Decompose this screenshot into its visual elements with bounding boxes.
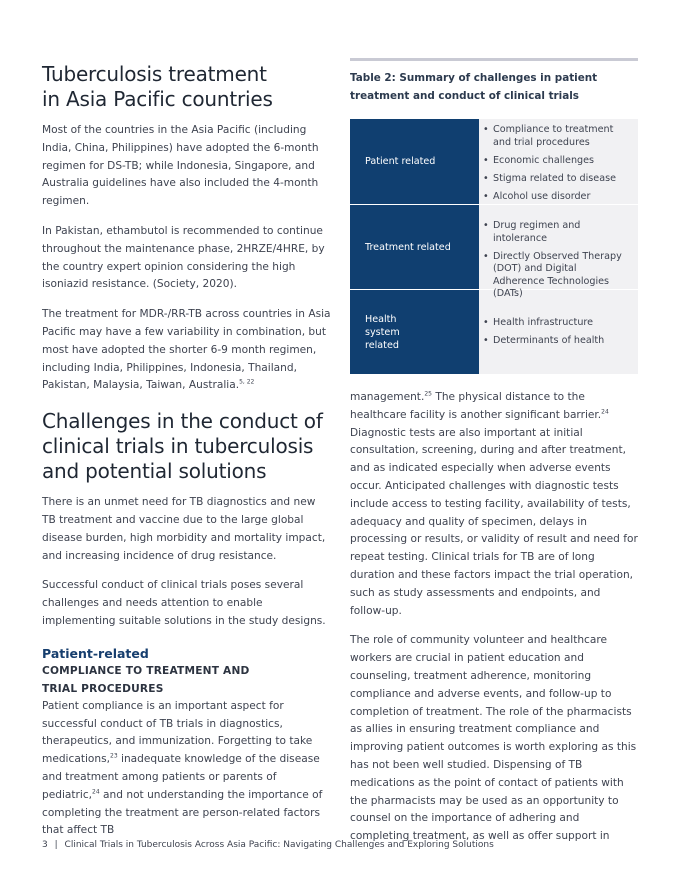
left-column: [42, 62, 332, 840]
page-footer: [42, 840, 494, 850]
table-items: [479, 205, 638, 300]
paragraph-text: The physical distance to the healthcare facility is another significant barrier.: [350, 391, 602, 421]
table-item: • Stigma related to disease: [483, 173, 630, 186]
page-number: 3: [42, 840, 48, 850]
table-item: • Drug regimen and intolerance: [483, 220, 630, 245]
caps-line: COMPLIANCE TO TREATMENT AND: [42, 664, 250, 677]
section-heading-challenges: [42, 409, 332, 484]
table-title: Table 2: Summary of challenges in patient treatment and conduct of clinical trials: [350, 72, 598, 102]
paragraph: The role of community volunteer and healthcare workers are crucial in patient education and counseling, treatment adherence, monitoring compliance and adverse events, and follow-up to completion of treatment. The role of the pharmacists as allies in ensuring treatment compliance and improving patient outcomes is worth exploring as this has not been well studied. Dispensing of TB medications as the point of contact of patients with the pharmacists may be used as an opportunity to counsel on the importance of adhering and completing treatment, as well as offer support in: [350, 634, 637, 843]
heading-line: Tuberculosis treatment: [42, 62, 267, 86]
paragraph-text: Diagnostic tests are also important at initial consultation, screening, during and after treatment, and as indicated especially when adverse events occur. Anticipated challenges with diagnostic tests include access to testing facility, availability of tests, adequacy and quality of specimen, delays in processing or results, or validity of result and need for repeat testing. Clinical trials for TB are of long duration and these factors impact the trial operation, such as study assessments and endpoints, and follow-up.: [350, 426, 638, 617]
reference: 23: [110, 752, 118, 760]
paragraph-text: management.: [350, 391, 425, 403]
table-item: • Compliance to treatment and trial procedures: [483, 124, 630, 149]
paragraph: [42, 306, 332, 395]
table-top-rule: [350, 58, 638, 61]
section-heading-treatment: [42, 62, 332, 112]
table-item: • Economic challenges: [483, 155, 630, 168]
table-item: • Directly Observed Therapy (DOT) and Digital Adherence Technologies (DATs): [483, 251, 630, 301]
table-items: [479, 119, 638, 204]
paragraph-text: The treatment for MDR-/RR-TB across countries in Asia Pacific may have a few variability in combination, but most have adopted the shorter 6-9 month regimen, including India, Philippines, Indonesia, Thailand, Pakistan, Malaysia, Taiwan, Australia.: [42, 308, 331, 392]
heading-line: in Asia Pacific countries: [42, 87, 273, 111]
table-item: • Health infrastructure: [483, 317, 630, 330]
table-category: Patient related: [350, 119, 479, 204]
paragraph-text: Patient compliance is an important aspect for successful conduct of TB trials in diagnostics, therapeutics, and immunization. Forgetting to take medications,: [42, 699, 313, 766]
table-row: [350, 205, 638, 300]
footer-separator: |: [54, 840, 58, 850]
table-item: • Determinants of health: [483, 335, 630, 348]
paragraph-text: inadequate knowledge of the disease and treatment among patients or parents of pediatric,: [42, 753, 320, 801]
right-column: [350, 58, 638, 846]
caps-heading: [42, 662, 332, 698]
paragraph: [350, 389, 638, 620]
caps-line: TRIAL PROCEDURES: [42, 682, 164, 695]
table-category: Health system related: [350, 290, 479, 374]
table-category: Treatment related: [350, 205, 479, 289]
table-row: [350, 290, 638, 375]
heading-line: clinical trials in tuberculosis: [42, 434, 314, 459]
table-items: [479, 290, 638, 374]
paragraph: [42, 698, 332, 840]
challenges-table: [350, 119, 638, 375]
paragraph: In Pakistan, ethambutol is recommended to continue throughout the maintenance phase, 2HRZE/4HRE, by the country expert opinion considering the high isoniazid resistance. (Society, 2020).: [42, 224, 325, 291]
table-row: [350, 119, 638, 205]
subheading-patient-related: Patient-related: [42, 645, 149, 661]
reference: 25: [424, 390, 432, 398]
paragraph: Successful conduct of clinical trials poses several challenges and needs attention to enable implementing suitable solutions in the study designs.: [42, 579, 326, 627]
paragraph: There is an unmet need for TB diagnostics and new TB treatment and vaccine due to the large global disease burden, high morbidity and mortality impact, and increasing incidence of drug resistance.: [42, 496, 326, 562]
reference: 24: [601, 408, 609, 416]
paragraph-text: and not understanding the importance of completing the treatment are person-related factors that affect TB: [42, 788, 323, 837]
reference: 24: [92, 788, 100, 796]
footer-title: Clinical Trials in Tuberculosis Across Asia Pacific: Navigating Challenges and Exploring Solutions: [64, 840, 494, 850]
table-item: • Alcohol use disorder: [483, 191, 630, 204]
heading-line: Challenges in the conduct of: [42, 409, 323, 434]
paragraph: Most of the countries in the Asia Pacific (including India, China, Philippines) have adopted the 6-month regimen for DS-TB; while Indonesia, Singapore, and Australia guidelines have also included the 4-month regimen.: [42, 124, 319, 208]
reference: 5, 22: [239, 378, 255, 386]
heading-line: and potential solutions: [42, 459, 267, 484]
